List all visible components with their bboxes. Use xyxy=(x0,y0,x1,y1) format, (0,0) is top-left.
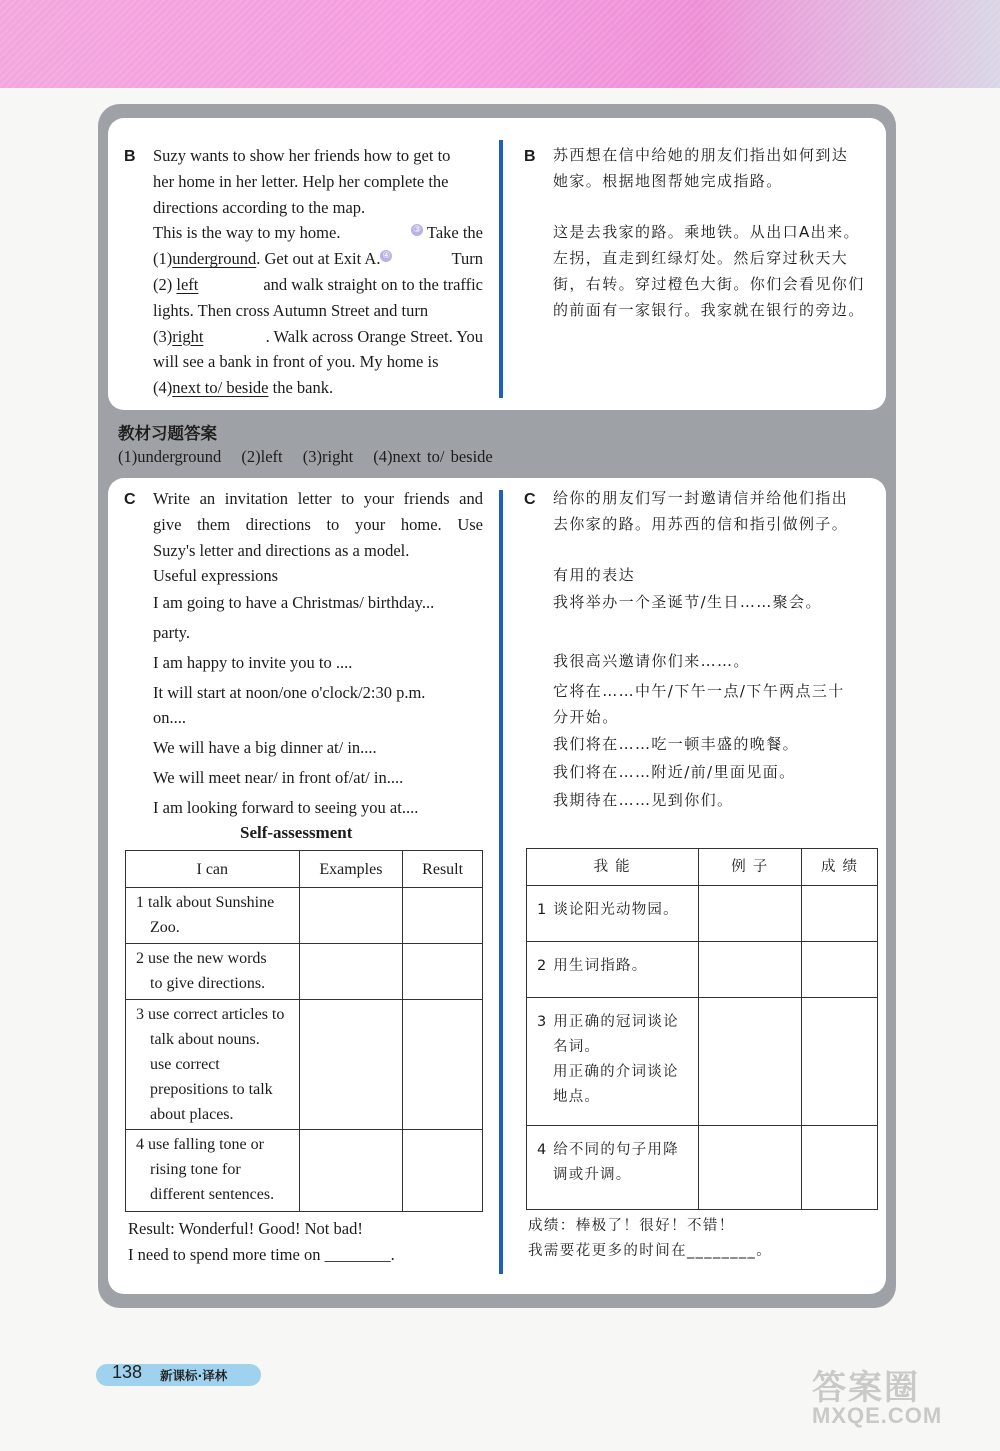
text: and walk straight on to the traffic xyxy=(263,274,483,294)
result-cell[interactable] xyxy=(403,1130,483,1212)
text-line: 它将在……中午/下午一点/下午两点三十 xyxy=(553,681,845,700)
self-assessment-title: Self-assessment xyxy=(240,823,353,842)
text-line: It will start at noon/one o'clock/2:30 p.m. xyxy=(153,682,426,702)
cell-line: rising tone for xyxy=(150,1161,241,1178)
text: . Get out at Exit A. xyxy=(256,249,381,269)
table-cell xyxy=(527,998,699,1126)
text-line xyxy=(153,324,483,350)
text-line: Suzy wants to show her friends how to get to xyxy=(153,146,451,165)
text-line: 我期待在……见到你们。 xyxy=(553,790,734,809)
cell-line: 调或升调。 xyxy=(553,1167,632,1183)
examples-cell[interactable] xyxy=(299,1000,403,1130)
cell-line: 2 use the new words xyxy=(136,950,267,967)
result-cell[interactable] xyxy=(403,888,483,944)
text-line: 这是去我家的路。乘地铁。从出口A出来。 xyxy=(553,223,860,242)
text-line: 去你家的路。用苏西的信和指引做例子。 xyxy=(553,514,849,533)
column-divider xyxy=(499,140,503,398)
text-line xyxy=(553,616,883,645)
watermark-text: 答案圈 xyxy=(812,1368,920,1408)
column-header: 例 子 xyxy=(698,849,802,886)
text-line: 给你的朋友们写一封邀请信并给他们指出 xyxy=(553,489,849,507)
text-line: her home in her letter. Help her complete the xyxy=(153,171,449,191)
text-line: We will meet near/ in front of/at/ in.... xyxy=(153,767,404,787)
section-letter: C xyxy=(524,491,536,508)
note-marker-3: ③ xyxy=(413,225,422,236)
result-options-en: Result: Wonderful! Good! Not bad! xyxy=(128,1219,363,1238)
text-line: Write an invitation letter to your friends and xyxy=(153,489,483,508)
answer-item: (3)right xyxy=(302,447,354,466)
cell-line: Zoo. xyxy=(150,919,180,936)
cell-line: 用正确的介词谈论 xyxy=(553,1064,679,1080)
text-line: lights. Then cross Autumn Street and turn xyxy=(153,300,429,320)
cell-line: 4 给不同的句子用降 xyxy=(537,1142,679,1158)
result-cell[interactable] xyxy=(403,1000,483,1130)
section-letter: B xyxy=(524,148,536,165)
cell-line: 地点。 xyxy=(553,1089,601,1105)
table-header-row xyxy=(527,849,878,886)
cell-line: 3 use correct articles to xyxy=(136,1006,285,1023)
result-cell[interactable] xyxy=(403,944,483,1000)
answer-item: (1)underground xyxy=(118,447,222,466)
self-assessment-table-en xyxy=(125,850,483,1212)
cell-line: talk about nouns. xyxy=(150,1031,260,1048)
text-line: 的前面有一家银行。我家就在银行的旁边。 xyxy=(553,300,865,319)
watermark-logo xyxy=(812,1360,994,1440)
cell-line: 1 谈论阳光动物园。 xyxy=(537,902,679,918)
examples-cell[interactable] xyxy=(299,944,403,1000)
text-line: 左拐，直走到红绿灯处。然后穿过秋天大 xyxy=(553,249,849,268)
text-line: 我们将在……吃一顿丰盛的晚餐。 xyxy=(553,735,800,754)
text-line: 街，右转。穿过橙色大街。你们会看见你们 xyxy=(553,274,865,293)
column-header: Examples xyxy=(299,851,403,888)
examples-cell[interactable] xyxy=(698,942,802,998)
text-line xyxy=(153,220,483,246)
cell-line: 名词。 xyxy=(553,1039,601,1055)
table-cell xyxy=(527,1126,699,1210)
examples-cell[interactable] xyxy=(698,886,802,942)
section-c-english xyxy=(153,486,483,821)
note-marker-4: ④ xyxy=(382,251,391,262)
column-header: 我 能 xyxy=(527,849,699,886)
text-line xyxy=(153,272,483,298)
cell-line: 4 use falling tone or xyxy=(136,1136,264,1153)
table-header-row xyxy=(126,851,483,888)
column-header: I can xyxy=(126,851,300,888)
answer-blank-2: left xyxy=(176,274,199,294)
blank-number: (2) xyxy=(153,274,173,294)
blank-number: (3) xyxy=(153,326,173,346)
answer-item: (2)left xyxy=(241,447,283,466)
text: Turn xyxy=(451,249,483,269)
text-line: I am happy to invite you to .... xyxy=(153,652,353,672)
text-line: Useful expressions xyxy=(153,566,279,586)
text-line: I am looking forward to seeing you at.... xyxy=(153,797,419,817)
column-divider xyxy=(499,490,503,1274)
header-band xyxy=(0,0,1000,88)
text-line: 我将举办一个圣诞节/生日……聚会。 xyxy=(553,593,822,612)
table-cell xyxy=(527,942,699,998)
table-cell xyxy=(126,888,300,944)
table-row xyxy=(126,1000,483,1130)
table-cell xyxy=(126,944,300,1000)
cell-line: 3 用正确的冠词谈论 xyxy=(537,1014,679,1030)
text-line xyxy=(553,195,883,221)
column-header: 成 绩 xyxy=(802,849,878,886)
examples-cell[interactable] xyxy=(299,888,403,944)
examples-cell[interactable] xyxy=(299,1130,403,1212)
watermark-url: MXQE.COM xyxy=(812,1403,943,1428)
text-line: party. xyxy=(153,622,190,642)
text-line xyxy=(553,538,883,564)
answer-blank-1: underground xyxy=(172,249,257,269)
answers-heading: 教材习题答案 xyxy=(118,424,217,443)
table-row xyxy=(126,944,483,1000)
text-line: Suzy's letter and directions as a model. xyxy=(153,540,410,560)
text-line: I am going to have a Christmas/ birthday... xyxy=(153,593,435,613)
text-line: 苏西想在信中给她的朋友们指出如何到达 xyxy=(553,146,849,164)
answer-item: (4)next to/ beside xyxy=(373,447,493,466)
text-line: 我很高兴邀请你们来……。 xyxy=(553,651,750,670)
table-row xyxy=(527,1126,878,1210)
cell-line: about places. xyxy=(150,1106,234,1123)
blank-number: (1) xyxy=(153,249,173,269)
result-options-zh: 成绩：棒极了！很好！不错！ xyxy=(528,1218,735,1234)
text-line xyxy=(153,375,483,401)
section-b-english xyxy=(153,143,483,401)
text: the bank. xyxy=(272,378,334,398)
text: Take the xyxy=(426,223,483,243)
table-cell xyxy=(527,886,699,942)
cell-line: to give directions. xyxy=(150,975,266,992)
cell-line: 1 talk about Sunshine xyxy=(136,894,275,911)
text: . Walk across Orange Street. You xyxy=(265,326,483,346)
answers-line xyxy=(118,447,507,467)
blank-number: (4) xyxy=(153,378,173,398)
examples-cell[interactable] xyxy=(698,998,802,1126)
text-line: We will have a big dinner at/ in.... xyxy=(153,738,377,758)
text-line: 她家。根据地图帮她完成指路。 xyxy=(553,171,783,190)
section-letter: C xyxy=(124,491,136,508)
cell-line: prepositions to talk xyxy=(150,1081,273,1098)
text-line: 我们将在……附近/前/里面见面。 xyxy=(553,763,796,782)
examples-cell[interactable] xyxy=(698,1126,802,1210)
text-line: directions according to the map. xyxy=(153,197,366,217)
text-line: will see a bank in front of you. My home is xyxy=(153,352,439,372)
text-line: 有用的表达 xyxy=(553,566,636,585)
page-number: 138 xyxy=(112,1362,143,1382)
table-row xyxy=(527,942,878,998)
section-c-chinese xyxy=(553,486,883,814)
answer-blank-4: next to/ beside xyxy=(172,378,269,398)
table-row xyxy=(126,1130,483,1212)
table-row xyxy=(527,998,878,1126)
text-line: 分开始。 xyxy=(553,707,619,726)
cell-line: different sentences. xyxy=(150,1186,275,1203)
column-header: Result xyxy=(403,851,483,888)
table-cell xyxy=(126,1130,300,1212)
result-cell[interactable] xyxy=(802,942,878,998)
result-cell[interactable] xyxy=(802,998,878,1126)
spend-more-time-en: I need to spend more time on ________. xyxy=(128,1245,395,1264)
text: This is the way to my home. xyxy=(153,223,341,243)
cell-line: 2 用生词指路。 xyxy=(537,958,648,974)
table-row xyxy=(527,886,878,942)
result-cell[interactable] xyxy=(802,886,878,942)
section-letter: B xyxy=(124,148,136,165)
table-cell xyxy=(126,1000,300,1130)
text-line xyxy=(153,246,483,272)
text-line: give them directions to your home. Use xyxy=(153,514,483,534)
answer-blank-3: right xyxy=(172,326,204,346)
series-name: 新课标·译林 xyxy=(160,1368,228,1383)
cell-line: use correct xyxy=(150,1056,220,1073)
self-assessment-table-zh xyxy=(526,848,878,1210)
section-b-chinese xyxy=(553,143,883,324)
table-row xyxy=(126,888,483,944)
spend-more-time-zh: 我需要花更多的时间在________。 xyxy=(528,1243,773,1259)
result-cell[interactable] xyxy=(802,1126,878,1210)
text-line: on.... xyxy=(153,708,186,728)
